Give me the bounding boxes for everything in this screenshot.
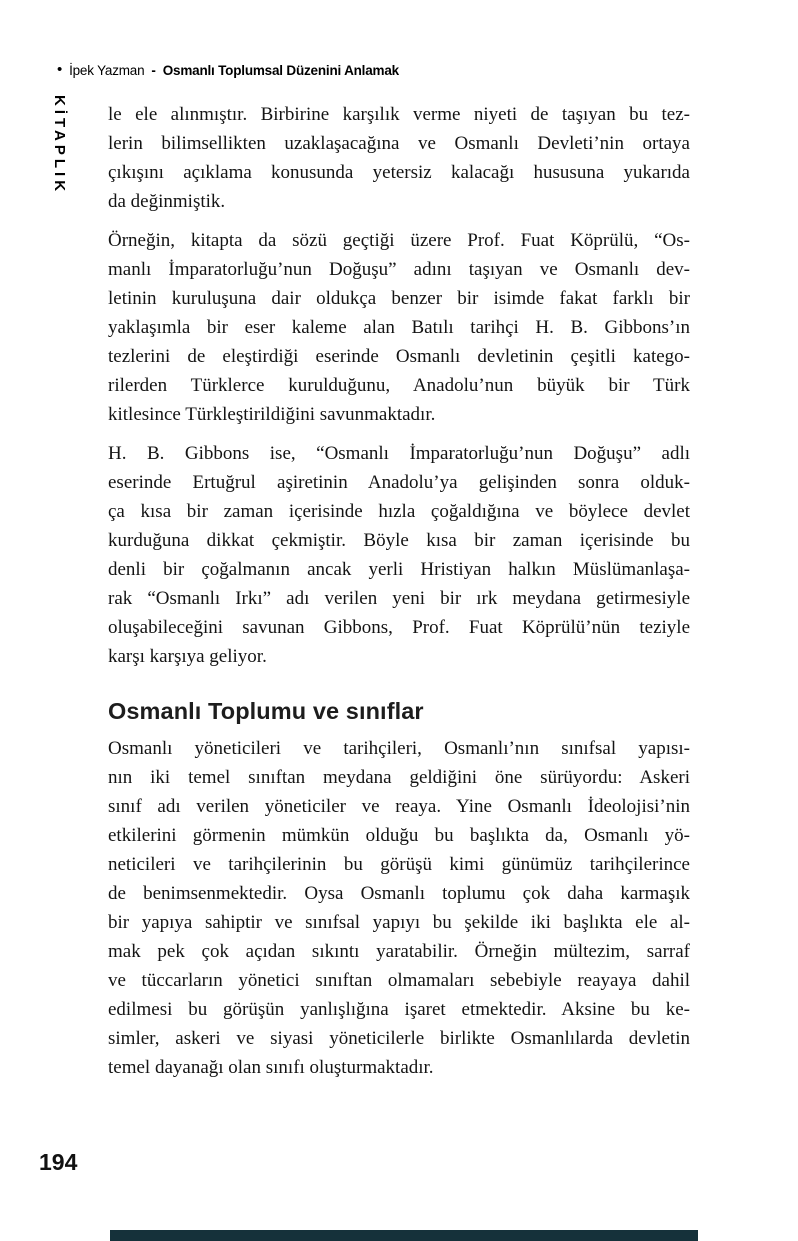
text-line: H. B. Gibbons ise, “Osmanlı İmparatorluğu’nun Doğuşu” adlı [108,443,690,464]
text-line: simler, askeri ve siyasi yöneticilerle birlikte Osmanlılarda devletin [108,1028,690,1049]
text-line: temel dayanağı olan sınıfı oluşturmaktadır. [108,1057,434,1078]
header-separator: - [151,63,156,78]
paragraph [108,439,690,671]
text-line: le ele alınmıştır. Birbirine karşılık verme niyeti de taşıyan bu tez- [108,104,690,125]
text-line: kurduğuna dikkat çekmiştir. Böyle kısa bir zaman içerisinde bu [108,530,690,551]
text-line: nın iki temel sınıftan meydana geldiğini öne sürüyordu: Askeri [108,767,690,788]
text-line: de benimsenmektedir. Oysa Osmanlı toplumu çok daha karmaşık [108,883,690,904]
text-line: da değinmiştik. [108,191,226,212]
text-line: denli bir çoğalmanın ancak yerli Hristiyan halkın Müslümanlaşa- [108,559,690,580]
page-header [57,63,399,78]
text-line: Osmanlı yöneticileri ve tarihçileri, Osmanlı’nın sınıfsal yapısı- [108,738,690,759]
text-line: edilmesi bu görüşün yanlışlığına işaret etmektedir. Aksine bu ke- [108,999,690,1020]
text-line: bir yapıya sahiptir ve sınıfsal yapıyı bu şekilde iki başlıkta ele al- [108,912,690,933]
text-line: yaklaşımla bir eser kaleme alan Batılı tarihçi H. B. Gibbons’ın [108,317,690,338]
header-author: İpek Yazman [69,63,145,78]
body-paragraphs-bottom [108,734,690,1082]
text-line: eserinde Ertuğrul aşiretinin Anadolu’ya gelişinden sonra olduk- [108,472,690,493]
page-number: 194 [39,1149,78,1175]
text-line: lerin bilimsellikten uzaklaşacağına ve Osmanlı Devleti’nin ortaya [108,133,690,154]
bottom-bar [110,1230,698,1241]
text-line: ça kısa bir zaman içerisinde hızla çoğaldığına ve böylece devlet [108,501,690,522]
text-line: neticileri ve tarihçilerinin bu görüşü kimi günümüz tarihçilerince [108,854,690,875]
text-line: ve tüccarların yönetici sınıftan olmamaları sebebiyle reayaya dahil [108,970,690,991]
paragraph [108,734,690,1082]
paragraph [108,226,690,429]
text-line: manlı İmparatorluğu’nun Doğuşu” adını taşıyan ve Osmanlı dev- [108,259,690,280]
bullet-icon: • [57,61,63,78]
section-heading: Osmanlı Toplumu ve sınıflar [108,698,424,724]
text-line: Örneğin, kitapta da sözü geçtiği üzere Prof. Fuat Köprülü, “Os- [108,230,690,251]
header-book-title: Osmanlı Toplumsal Düzenini Anlamak [162,63,399,78]
text-line: kitlesince Türkleştirildiğini savunmaktadır. [108,404,436,425]
paragraph [108,100,690,216]
text-line: letinin kuruluşuna dair oldukça benzer bir isimde fakat farklı bir [108,288,690,309]
text-line: mak pek çok açıdan sıkıntı yaratabilir. Örneğin mültezim, sarraf [108,941,690,962]
text-line: oluşabileceğini savunan Gibbons, Prof. Fuat Köprülü’nün teziyle [108,617,690,638]
text-line: sınıf adı verilen yöneticiler ve reaya. Yine Osmanlı İdeolojisi’nin [108,796,690,817]
sidebar-vertical-label: KİTAPLIK [51,95,68,196]
page-body [108,100,690,1092]
text-line: rilerden Türklerce kurulduğunu, Anadolu’nun büyük bir Türk [108,375,690,396]
text-line: tezlerini de eleştirdiği eserinde Osmanlı devletinin çeşitli katego- [108,346,690,367]
text-line: rak “Osmanlı Irkı” adı verilen yeni bir ırk meydana getirmesiyle [108,588,690,609]
text-line: etkilerini görmenin mümkün olduğu bu başlıkta da, Osmanlı yö- [108,825,690,846]
body-paragraphs-top [108,100,690,671]
text-line: karşı karşıya geliyor. [108,646,267,667]
text-line: çıkışını açıklama konusunda yetersiz kalacağı hususuna yukarıda [108,162,690,183]
